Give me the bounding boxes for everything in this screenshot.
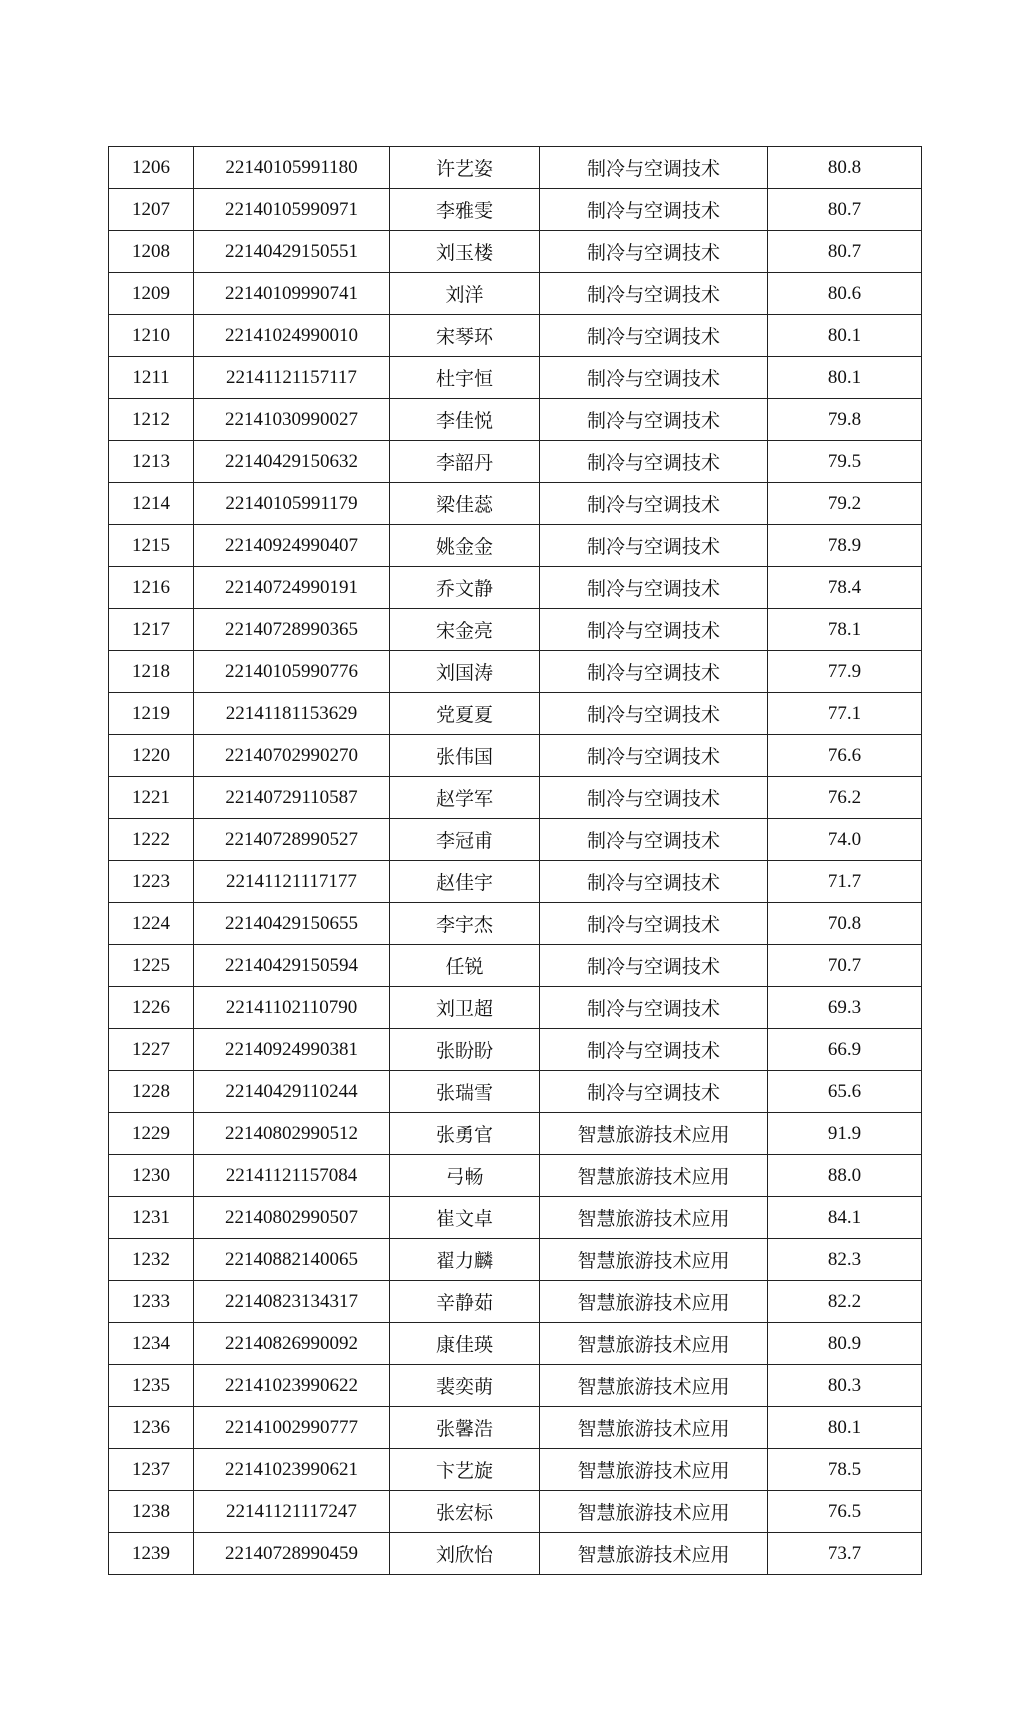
cell-student-name: 张瑞雪: [390, 1071, 540, 1113]
cell-candidate-id: 22140802990507: [194, 1197, 390, 1239]
cell-seq-number: 1233: [109, 1281, 194, 1323]
cell-seq-number: 1212: [109, 399, 194, 441]
cell-candidate-id: 22141030990027: [194, 399, 390, 441]
cell-score: 80.1: [768, 357, 922, 399]
cell-candidate-id: 22140882140065: [194, 1239, 390, 1281]
cell-candidate-id: 22140105990971: [194, 189, 390, 231]
cell-candidate-id: 22140823134317: [194, 1281, 390, 1323]
cell-score: 79.8: [768, 399, 922, 441]
table-row: [109, 567, 922, 609]
table-row: [109, 735, 922, 777]
cell-student-name: 党夏夏: [390, 693, 540, 735]
table-row: [109, 1281, 922, 1323]
cell-seq-number: 1223: [109, 861, 194, 903]
table-row: [109, 693, 922, 735]
cell-seq-number: 1217: [109, 609, 194, 651]
cell-score: 70.8: [768, 903, 922, 945]
cell-student-name: 刘玉楼: [390, 231, 540, 273]
cell-student-name: 康佳瑛: [390, 1323, 540, 1365]
cell-seq-number: 1236: [109, 1407, 194, 1449]
cell-major: 智慧旅游技术应用: [540, 1323, 768, 1365]
cell-score: 66.9: [768, 1029, 922, 1071]
cell-student-name: 刘洋: [390, 273, 540, 315]
cell-student-name: 张盼盼: [390, 1029, 540, 1071]
cell-major: 制冷与空调技术: [540, 903, 768, 945]
table-row: [109, 1239, 922, 1281]
cell-major: 智慧旅游技术应用: [540, 1239, 768, 1281]
cell-seq-number: 1226: [109, 987, 194, 1029]
cell-major: 制冷与空调技术: [540, 1029, 768, 1071]
cell-major: 制冷与空调技术: [540, 441, 768, 483]
cell-student-name: 任锐: [390, 945, 540, 987]
cell-seq-number: 1235: [109, 1365, 194, 1407]
table-row: [109, 945, 922, 987]
table-row: [109, 1365, 922, 1407]
cell-student-name: 宋金亮: [390, 609, 540, 651]
cell-major: 智慧旅游技术应用: [540, 1281, 768, 1323]
cell-candidate-id: 22141102110790: [194, 987, 390, 1029]
cell-candidate-id: 22140702990270: [194, 735, 390, 777]
cell-score: 74.0: [768, 819, 922, 861]
cell-seq-number: 1239: [109, 1533, 194, 1575]
cell-student-name: 许艺姿: [390, 147, 540, 189]
cell-student-name: 赵学军: [390, 777, 540, 819]
cell-score: 78.5: [768, 1449, 922, 1491]
cell-student-name: 弓畅: [390, 1155, 540, 1197]
cell-score: 76.6: [768, 735, 922, 777]
cell-major: 制冷与空调技术: [540, 735, 768, 777]
cell-seq-number: 1225: [109, 945, 194, 987]
cell-student-name: 李佳悦: [390, 399, 540, 441]
cell-seq-number: 1228: [109, 1071, 194, 1113]
cell-candidate-id: 22141121117247: [194, 1491, 390, 1533]
cell-student-name: 辛静茹: [390, 1281, 540, 1323]
cell-major: 制冷与空调技术: [540, 987, 768, 1029]
cell-student-name: 杜宇恒: [390, 357, 540, 399]
cell-student-name: 卞艺旋: [390, 1449, 540, 1491]
cell-score: 78.1: [768, 609, 922, 651]
cell-score: 80.3: [768, 1365, 922, 1407]
table-row: [109, 1197, 922, 1239]
cell-score: 65.6: [768, 1071, 922, 1113]
cell-major: 智慧旅游技术应用: [540, 1113, 768, 1155]
cell-score: 82.3: [768, 1239, 922, 1281]
cell-candidate-id: 22141002990777: [194, 1407, 390, 1449]
cell-seq-number: 1208: [109, 231, 194, 273]
cell-student-name: 梁佳蕊: [390, 483, 540, 525]
cell-seq-number: 1234: [109, 1323, 194, 1365]
cell-candidate-id: 22140109990741: [194, 273, 390, 315]
cell-student-name: 裴奕萌: [390, 1365, 540, 1407]
cell-candidate-id: 22140429150594: [194, 945, 390, 987]
table-row: [109, 1113, 922, 1155]
cell-student-name: 张馨浩: [390, 1407, 540, 1449]
cell-major: 制冷与空调技术: [540, 357, 768, 399]
table-row: [109, 651, 922, 693]
cell-score: 71.7: [768, 861, 922, 903]
cell-major: 智慧旅游技术应用: [540, 1155, 768, 1197]
cell-major: 制冷与空调技术: [540, 651, 768, 693]
cell-seq-number: 1231: [109, 1197, 194, 1239]
cell-seq-number: 1238: [109, 1491, 194, 1533]
cell-score: 79.5: [768, 441, 922, 483]
cell-candidate-id: 22141024990010: [194, 315, 390, 357]
table-row: [109, 1533, 922, 1575]
cell-major: 制冷与空调技术: [540, 1071, 768, 1113]
cell-score: 76.2: [768, 777, 922, 819]
table-row: [109, 357, 922, 399]
cell-score: 77.1: [768, 693, 922, 735]
table-row: [109, 1407, 922, 1449]
cell-student-name: 张宏标: [390, 1491, 540, 1533]
admission-score-table: [108, 146, 922, 1575]
cell-candidate-id: 22140729110587: [194, 777, 390, 819]
cell-candidate-id: 22141121117177: [194, 861, 390, 903]
cell-student-name: 姚金金: [390, 525, 540, 567]
cell-score: 80.9: [768, 1323, 922, 1365]
cell-score: 82.2: [768, 1281, 922, 1323]
cell-candidate-id: 22141023990622: [194, 1365, 390, 1407]
table-row: [109, 1029, 922, 1071]
cell-score: 88.0: [768, 1155, 922, 1197]
cell-major: 制冷与空调技术: [540, 399, 768, 441]
cell-seq-number: 1232: [109, 1239, 194, 1281]
cell-candidate-id: 22141121157084: [194, 1155, 390, 1197]
cell-major: 制冷与空调技术: [540, 861, 768, 903]
cell-score: 84.1: [768, 1197, 922, 1239]
cell-student-name: 李韶丹: [390, 441, 540, 483]
cell-seq-number: 1214: [109, 483, 194, 525]
cell-major: 制冷与空调技术: [540, 945, 768, 987]
cell-student-name: 刘欣怡: [390, 1533, 540, 1575]
cell-score: 78.9: [768, 525, 922, 567]
table-body: [109, 147, 922, 1575]
cell-major: 制冷与空调技术: [540, 567, 768, 609]
cell-seq-number: 1213: [109, 441, 194, 483]
cell-major: 制冷与空调技术: [540, 273, 768, 315]
cell-major: 智慧旅游技术应用: [540, 1533, 768, 1575]
cell-candidate-id: 22140105990776: [194, 651, 390, 693]
cell-candidate-id: 22140105991180: [194, 147, 390, 189]
table-row: [109, 315, 922, 357]
cell-seq-number: 1229: [109, 1113, 194, 1155]
cell-score: 77.9: [768, 651, 922, 693]
cell-candidate-id: 22140924990407: [194, 525, 390, 567]
cell-candidate-id: 22141181153629: [194, 693, 390, 735]
cell-seq-number: 1227: [109, 1029, 194, 1071]
cell-seq-number: 1209: [109, 273, 194, 315]
cell-seq-number: 1220: [109, 735, 194, 777]
cell-student-name: 李宇杰: [390, 903, 540, 945]
cell-candidate-id: 22140728990459: [194, 1533, 390, 1575]
cell-score: 80.7: [768, 189, 922, 231]
cell-student-name: 李雅雯: [390, 189, 540, 231]
cell-major: 智慧旅游技术应用: [540, 1491, 768, 1533]
cell-candidate-id: 22140924990381: [194, 1029, 390, 1071]
table-row: [109, 903, 922, 945]
cell-major: 制冷与空调技术: [540, 231, 768, 273]
table-row: [109, 441, 922, 483]
cell-seq-number: 1215: [109, 525, 194, 567]
cell-major: 制冷与空调技术: [540, 777, 768, 819]
cell-seq-number: 1237: [109, 1449, 194, 1491]
cell-student-name: 刘卫超: [390, 987, 540, 1029]
cell-candidate-id: 22140728990527: [194, 819, 390, 861]
cell-score: 76.5: [768, 1491, 922, 1533]
cell-student-name: 张伟国: [390, 735, 540, 777]
cell-score: 69.3: [768, 987, 922, 1029]
cell-student-name: 崔文卓: [390, 1197, 540, 1239]
table-row: [109, 1491, 922, 1533]
cell-score: 91.9: [768, 1113, 922, 1155]
cell-candidate-id: 22140429150655: [194, 903, 390, 945]
table-row: [109, 1323, 922, 1365]
table-row: [109, 1449, 922, 1491]
table-row: [109, 777, 922, 819]
cell-candidate-id: 22140724990191: [194, 567, 390, 609]
cell-major: 制冷与空调技术: [540, 315, 768, 357]
table-row: [109, 147, 922, 189]
cell-seq-number: 1224: [109, 903, 194, 945]
cell-candidate-id: 22140429150551: [194, 231, 390, 273]
cell-seq-number: 1216: [109, 567, 194, 609]
cell-candidate-id: 22141121157117: [194, 357, 390, 399]
cell-candidate-id: 22140429150632: [194, 441, 390, 483]
cell-score: 80.6: [768, 273, 922, 315]
table-row: [109, 1155, 922, 1197]
cell-score: 80.1: [768, 315, 922, 357]
cell-candidate-id: 22141023990621: [194, 1449, 390, 1491]
table-row: [109, 231, 922, 273]
cell-student-name: 张勇官: [390, 1113, 540, 1155]
table-row: [109, 609, 922, 651]
cell-seq-number: 1218: [109, 651, 194, 693]
table-row: [109, 861, 922, 903]
cell-major: 智慧旅游技术应用: [540, 1365, 768, 1407]
cell-student-name: 翟力麟: [390, 1239, 540, 1281]
cell-candidate-id: 22140826990092: [194, 1323, 390, 1365]
table-row: [109, 525, 922, 567]
cell-major: 制冷与空调技术: [540, 147, 768, 189]
cell-major: 智慧旅游技术应用: [540, 1407, 768, 1449]
cell-candidate-id: 22140105991179: [194, 483, 390, 525]
cell-major: 智慧旅游技术应用: [540, 1449, 768, 1491]
cell-major: 制冷与空调技术: [540, 609, 768, 651]
cell-seq-number: 1219: [109, 693, 194, 735]
cell-major: 制冷与空调技术: [540, 819, 768, 861]
cell-score: 80.8: [768, 147, 922, 189]
cell-major: 制冷与空调技术: [540, 189, 768, 231]
cell-score: 70.7: [768, 945, 922, 987]
table-row: [109, 189, 922, 231]
cell-student-name: 赵佳宇: [390, 861, 540, 903]
cell-student-name: 刘国涛: [390, 651, 540, 693]
cell-seq-number: 1230: [109, 1155, 194, 1197]
cell-seq-number: 1211: [109, 357, 194, 399]
table-row: [109, 483, 922, 525]
table-row: [109, 987, 922, 1029]
cell-score: 73.7: [768, 1533, 922, 1575]
table-row: [109, 273, 922, 315]
cell-score: 80.7: [768, 231, 922, 273]
cell-major: 智慧旅游技术应用: [540, 1197, 768, 1239]
cell-student-name: 李冠甫: [390, 819, 540, 861]
cell-score: 78.4: [768, 567, 922, 609]
cell-candidate-id: 22140728990365: [194, 609, 390, 651]
cell-major: 制冷与空调技术: [540, 693, 768, 735]
table-row: [109, 1071, 922, 1113]
cell-major: 制冷与空调技术: [540, 483, 768, 525]
cell-candidate-id: 22140429110244: [194, 1071, 390, 1113]
cell-candidate-id: 22140802990512: [194, 1113, 390, 1155]
cell-seq-number: 1222: [109, 819, 194, 861]
cell-score: 80.1: [768, 1407, 922, 1449]
cell-student-name: 宋琴环: [390, 315, 540, 357]
cell-seq-number: 1206: [109, 147, 194, 189]
cell-seq-number: 1221: [109, 777, 194, 819]
cell-student-name: 乔文静: [390, 567, 540, 609]
cell-seq-number: 1207: [109, 189, 194, 231]
table-row: [109, 819, 922, 861]
cell-major: 制冷与空调技术: [540, 525, 768, 567]
cell-seq-number: 1210: [109, 315, 194, 357]
cell-score: 79.2: [768, 483, 922, 525]
table-row: [109, 399, 922, 441]
